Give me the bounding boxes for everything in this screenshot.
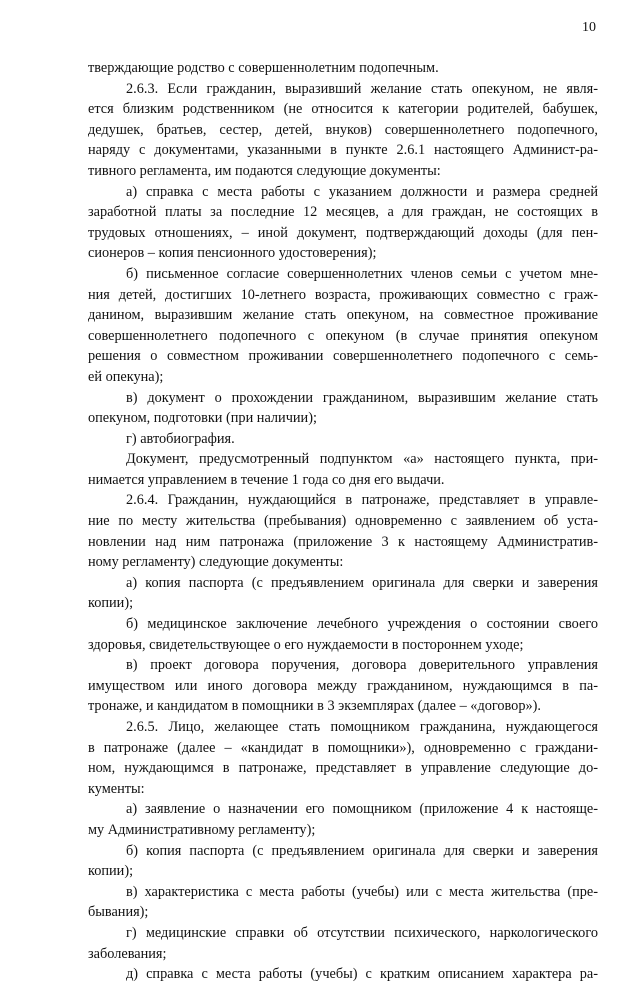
text-line: а) заявление о назначении его помощником (приложение 4 к настояще- <box>126 801 598 818</box>
text-line: новлении над ним патронажа (приложение 3 к настоящему Административ- <box>88 533 598 550</box>
text-line: сионеров – копия пенсионного удостоверения); <box>88 245 377 262</box>
text-line: в) проект договора поручения, договора доверительного управления <box>126 657 598 674</box>
text-line: решения о совместном проживании совершеннолетнего подопечного с семь- <box>88 348 598 365</box>
text-line: в) характеристика с места работы (учебы) или с места жительства (пре- <box>126 883 598 900</box>
text-line: дедушек, братьев, сестер, детей, внуков) совершеннолетнего подопечного, <box>88 121 598 138</box>
text-line: ния детей, достигших 10-летнего возраста, проживающих совместно с граж- <box>88 286 598 303</box>
text-line: ном, нуждающимся в патронаже, представляет в управление следующие до- <box>88 760 598 777</box>
text-line: б) копия паспорта (с предъявлением оригинала для сверки и заверения <box>126 842 598 859</box>
text-line: трудовых отношениях, – иной документ, подтверждающий доходы (для пен- <box>88 224 598 241</box>
text-line: нимается управлением в течение 1 года со дня его выдачи. <box>88 471 445 488</box>
text-line: здоровья, свидетельствующее о его нуждаемости в постороннем уходе; <box>88 636 524 653</box>
text-line: г) медицинские справки об отсутствии психического, наркологического <box>126 924 598 941</box>
document-body <box>88 58 598 985</box>
text-line: копии); <box>88 595 134 612</box>
text-line: опекуном, подготовки (при наличии); <box>88 410 317 427</box>
text-line: заработной платы за последние 12 месяцев, а для граждан, не состоящих в <box>88 204 598 221</box>
text-line: в патронаже (далее – «кандидат в помощники»), одновременно с граждани- <box>88 739 598 756</box>
text-line: тронаже, и кандидатом в помощники в 3 экземплярах (далее – «договор»). <box>88 698 541 715</box>
text-line: а) справка с места работы с указанием должности и размера средней <box>126 183 598 200</box>
text-line: Документ, предусмотренный подпунктом «а» настоящего пункта, при- <box>126 451 598 468</box>
text-line: ному регламенту) следующие документы: <box>88 554 344 571</box>
text-line: заболевания; <box>88 945 167 962</box>
text-line: г) автобиография. <box>126 430 235 447</box>
text-line: бывания); <box>88 904 149 921</box>
text-line: тверждающие родство с совершеннолетним подопечным. <box>88 60 439 76</box>
text-line: кументы: <box>88 780 145 797</box>
text-line: 2.6.3. Если гражданин, выразивший желание стать опекуном, не явля- <box>126 80 598 97</box>
text-line: д) справка с места работы (учебы) с кратким описанием характера ра- <box>126 966 598 983</box>
page-number: 10 <box>582 20 596 35</box>
text-line: ние по месту жительства (пребывания) одновременно с заявлением об уста- <box>88 513 598 530</box>
text-line: б) письменное согласие совершеннолетних членов семьи с учетом мне- <box>126 265 598 282</box>
text-line: ется близким родственником (не относится к категории родителей, бабушек, <box>88 101 598 118</box>
text-line: данином, выразившим желание стать опекуном, на совместное проживание <box>88 307 598 324</box>
text-line: копии); <box>88 863 134 880</box>
text-line: 2.6.4. Гражданин, нуждающийся в патронаже, представляет в управле- <box>126 492 598 509</box>
text-line: тивного регламента, им подаются следующие документы: <box>88 162 441 179</box>
text-line: 2.6.5. Лицо, желающее стать помощником гражданина, нуждающегося <box>126 719 598 735</box>
text-line: наряду с документами, указанными в пункте 2.6.1 настоящего Админист-ра- <box>88 142 598 159</box>
text-line: а) копия паспорта (с предъявлением оригинала для сверки и заверения <box>126 574 598 591</box>
text-line: совершеннолетнего подопечного с опекуном (в случае принятия опекуном <box>88 327 598 344</box>
text-line: му Административному регламенту); <box>88 821 316 838</box>
text-line: имуществом или иного договора между гражданином, нуждающимся в па- <box>88 677 598 694</box>
text-line: в) документ о прохождении гражданином, выразившим желание стать <box>126 389 598 406</box>
text-line: б) медицинское заключение лечебного учреждения о состоянии своего <box>126 616 598 633</box>
text-line: ей опекуна); <box>88 368 164 385</box>
